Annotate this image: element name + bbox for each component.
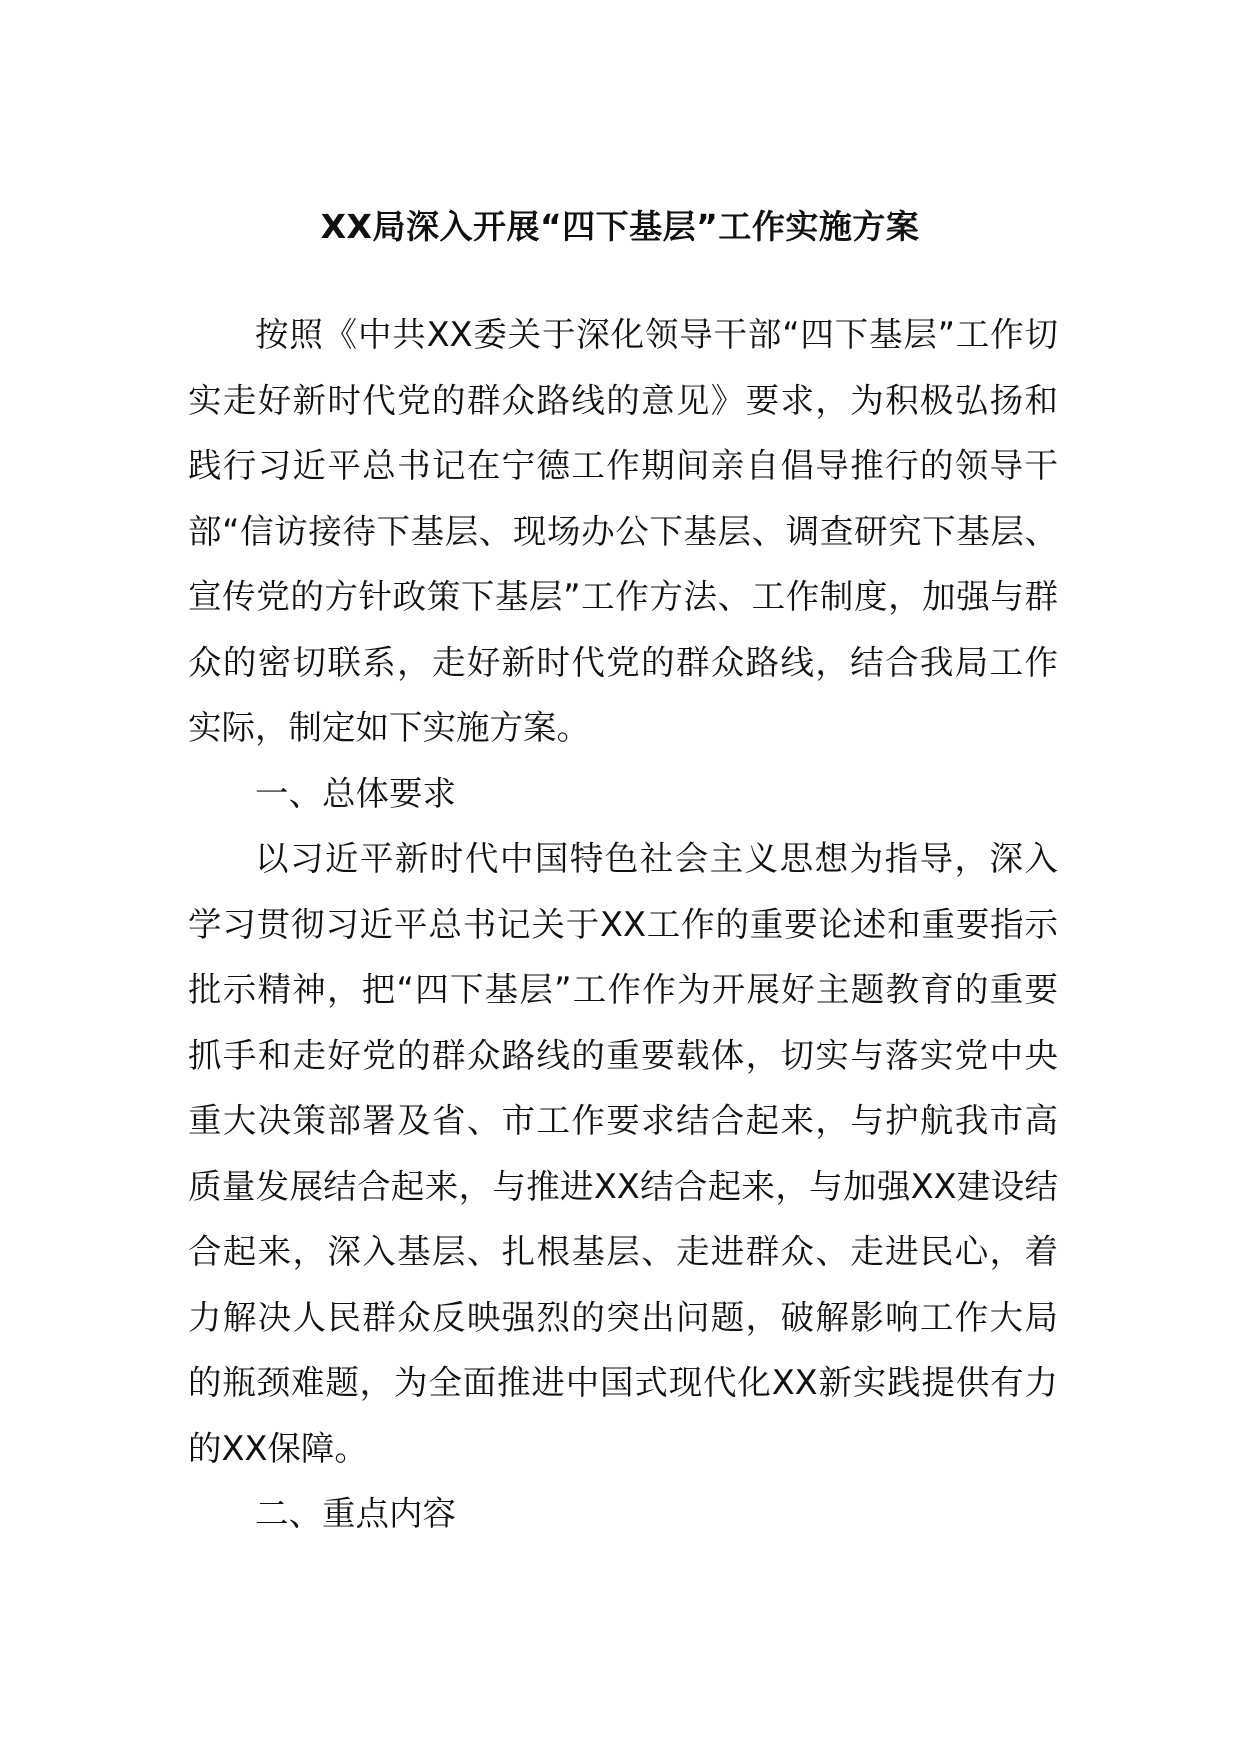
document-title: XX局深入开展“四下基层”工作实施方案 xyxy=(320,207,920,246)
general-requirements-paragraph: 以习近平新时代中国特色社会主义思想为指导，深入学习贯彻习近平总书记关于XX工作的重要论述和重要指示批示精神，把“四下基层”工作作为开展好主题教育的重要抓手和走好党的群众路线的重要载体，切实与落实党中央重大决策部署及省、市工作要求结合起来，与护航我市高质量发展结合起来，与推进XX结合起来，与加强XX建设结合起来，深入基层、扎根基层、走进群众、走进民心，着力解决人民群众反映强烈的突出问题，破解影响工作大局的瓶颈难题，为全面推进中国式现代化XX新实践提供有力的XX保障。 xyxy=(188,839,1058,1468)
document-body xyxy=(188,302,1058,1547)
section-heading-key-content: 二、重点内容 xyxy=(255,1494,456,1533)
section-heading-general-requirements: 一、总体要求 xyxy=(255,773,456,813)
intro-paragraph: 按照《中共XX委关于深化领导干部“四下基层”工作切实走好新时代党的群众路线的意见》要求，为积极弘扬和践行习近平总书记在宁德工作期间亲自倡导推行的领导干部“信访接待下基层、现场办公下基层、调查研究下基层、宣传党的方针政策下基层”工作方法、工作制度，加强与群众的密切联系，走好新时代党的群众路线，结合我局工作实际，制定如下实施方案。 xyxy=(188,315,1058,747)
